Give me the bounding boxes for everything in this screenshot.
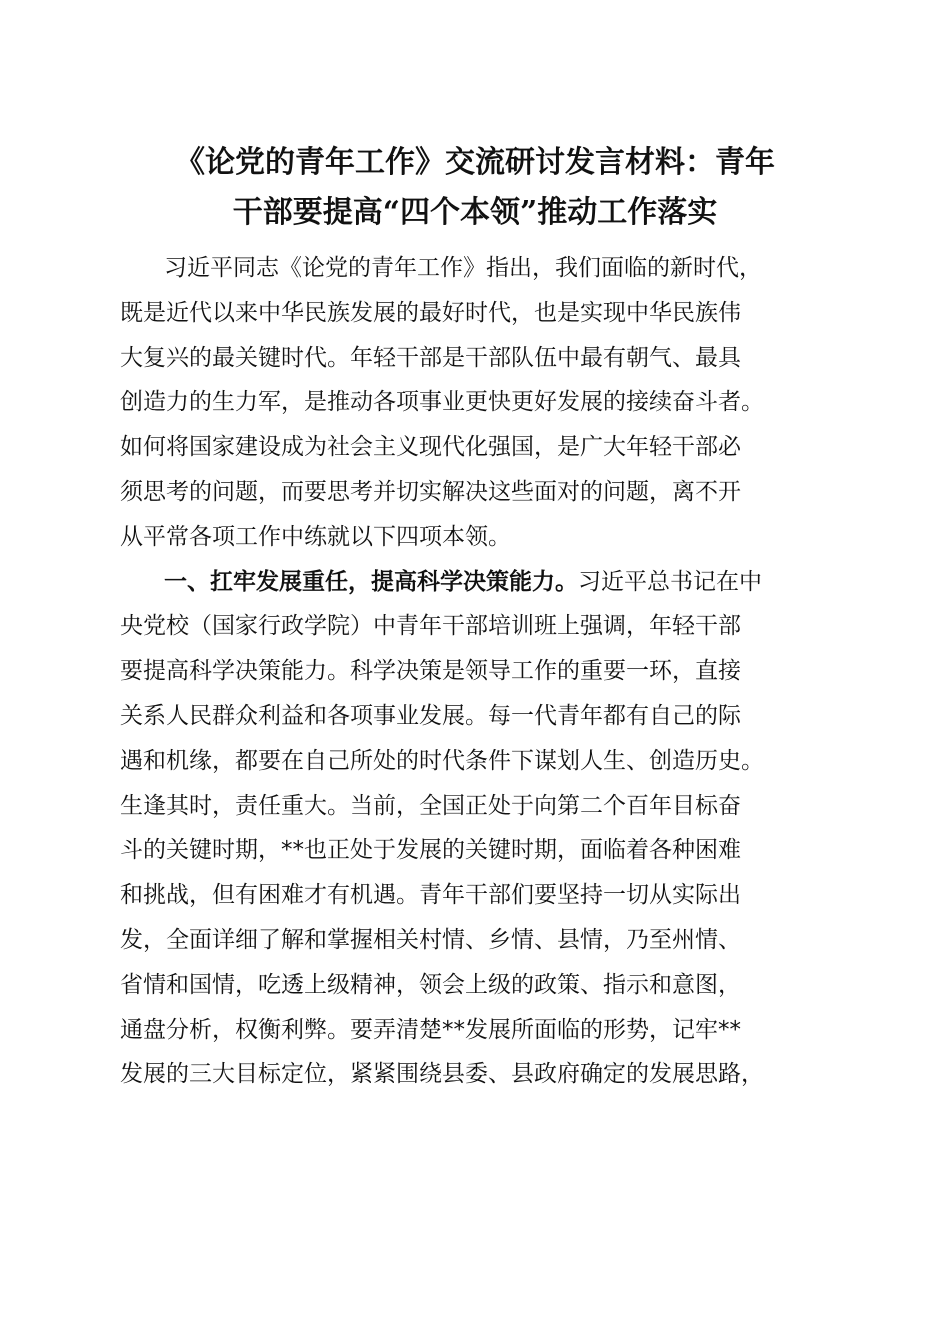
paragraph2-line-6: 生逢其时，责任重大。当前，全国正处于向第二个百年目标奋: [120, 792, 741, 819]
paragraph1-line-4: 创造力的生力军，是推动各项事业更快更好发展的接续奋斗者。: [120, 389, 764, 416]
paragraph2-line-4: 关系人民群众利益和各项事业发展。每一代青年都有自己的际: [120, 702, 741, 729]
paragraph2-line-11: 通盘分析，权衡利弊。要弄清楚**发展所面临的形势，记牢**: [120, 1016, 741, 1043]
paragraph2-line-12: 发展的三大目标定位，紧紧围绕县委、县政府确定的发展思路，: [120, 1061, 764, 1088]
title-line-2: 干部要提高“四个本领”推动工作落实: [232, 195, 718, 230]
paragraph2-line-2: 央党校（国家行政学院）中青年干部培训班上强调，年轻干部: [120, 613, 741, 640]
paragraph2-line-5: 遇和机缘，都要在自己所处的时代条件下谋划人生、创造历史。: [120, 747, 764, 774]
paragraph2-line-8: 和挑战，但有困难才有机遇。青年干部们要坚持一切从实际出: [120, 882, 741, 909]
title-line-1: 《论党的青年工作》交流研讨发言材料：青年: [175, 145, 775, 180]
paragraph2-line-10: 省情和国情，吃透上级精神，领会上级的政策、指示和意图，: [120, 971, 741, 998]
paragraph1-line-7: 从平常各项工作中练就以下四项本领。: [120, 523, 511, 550]
paragraph2-line-1: [120, 560, 840, 605]
paragraph2-line-1-rest: 习近平总书记在中: [578, 568, 762, 595]
paragraph1-line-2: 既是近代以来中华民族发展的最好时代，也是实现中华民族伟: [120, 299, 741, 326]
section-heading: 一、扛牢发展重任，提高科学决策能力。: [164, 568, 578, 595]
paragraph2-line-3: 要提高科学决策能力。科学决策是领导工作的重要一环，直接: [120, 658, 741, 685]
paragraph1-line-5: 如何将国家建设成为社会主义现代化强国，是广大年轻干部必: [120, 434, 741, 461]
paragraph1-line-1: 习近平同志《论党的青年工作》指出，我们面临的新时代，: [164, 255, 762, 281]
paragraph1-line-6: 须思考的问题，而要思考并切实解决这些面对的问题，离不开: [120, 478, 741, 505]
paragraph2-line-9: 发，全面详细了解和掌握相关村情、乡情、县情，乃至州情、: [120, 926, 741, 953]
paragraph1-line-3: 大复兴的最关键时代。年轻干部是干部队伍中最有朝气、最具: [120, 344, 741, 371]
document-body: [120, 246, 840, 1097]
paragraph2-line-7: 斗的关键时期，**也正处于发展的关键时期，面临着各种困难: [120, 837, 741, 864]
document-title: [100, 138, 850, 238]
